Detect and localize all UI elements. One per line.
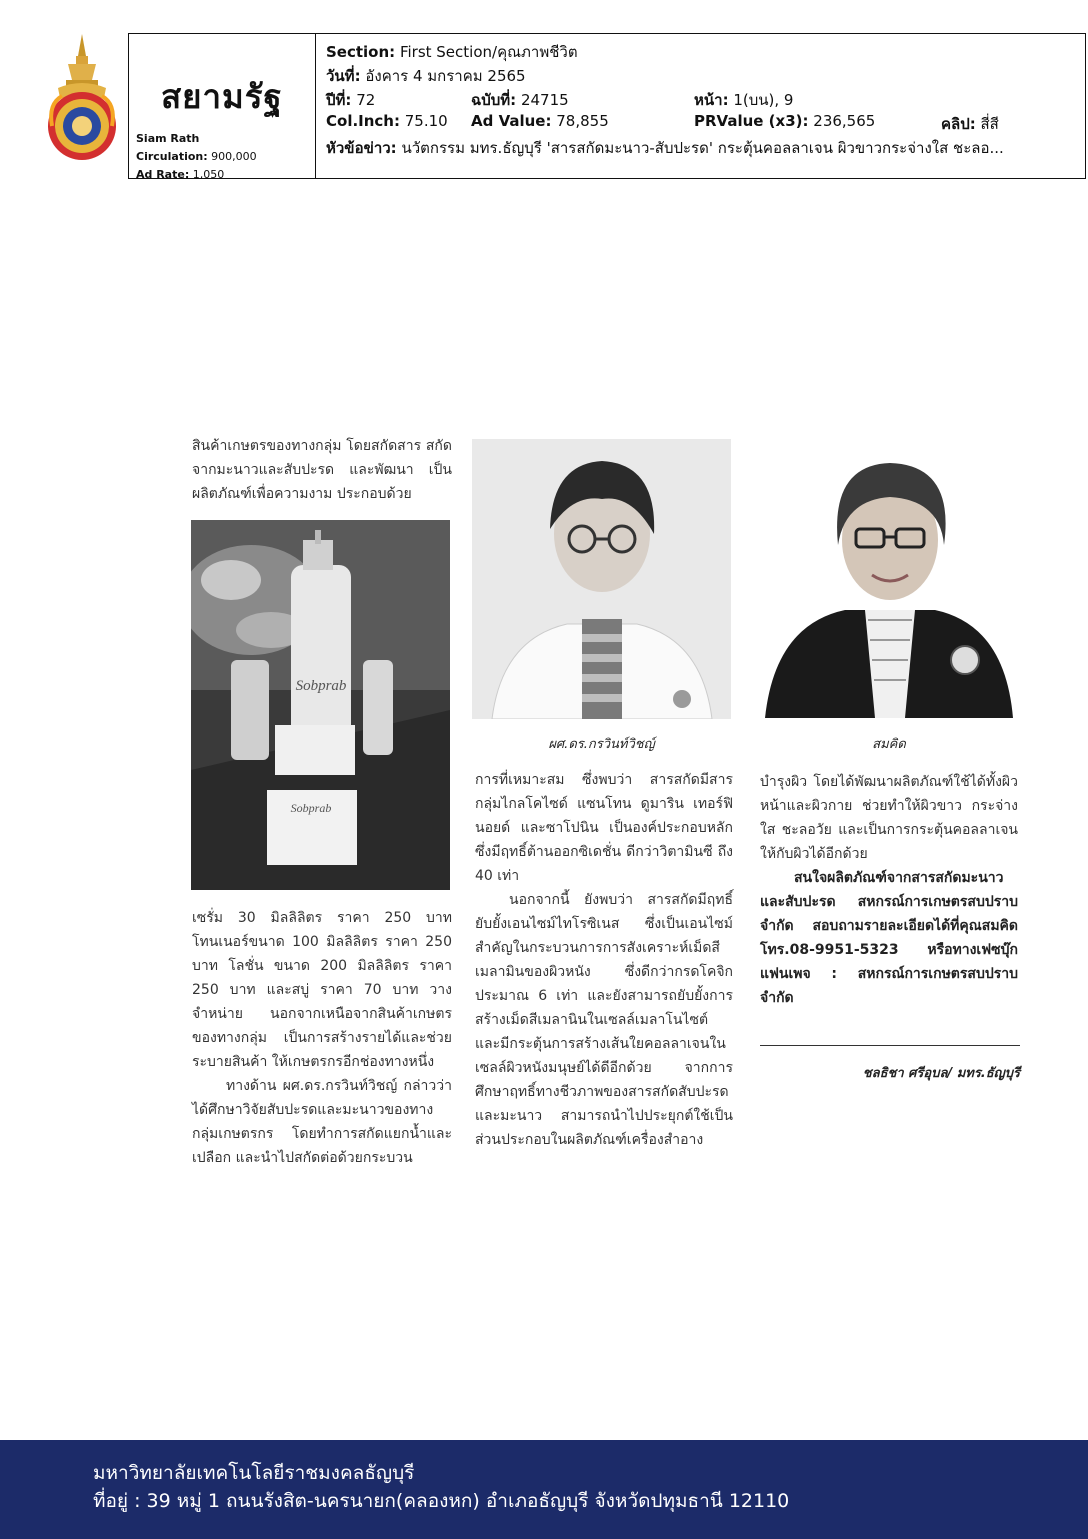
headline: นวัตกรรม มทร.ธัญบุรี 'สารสกัดมะนาว-สับปะรด' กระตุ้นคอลลาเจน ผิวขาวกระจ่างใส ชะลอ... [401,139,1004,157]
date: อังคาร 4 มกราคม 2565 [365,67,526,85]
section: First Section/คุณภาพชีวิต [399,43,578,61]
box-brand-label: Sobprab [290,801,332,815]
contact-info: สนใจผลิตภัณฑ์จากสารสกัดมะนาวและสับปะรด สหกรณ์การเกษตรสบปราบ จำกัด สอบถามรายละเอียดได้ที่คุณสมคิด โทร.08-9951-5323 หรือทางเฟซบุ๊กแฟนเพจ : สหกรณ์การเกษตรสบปราบ จำกัด [760,870,1018,1006]
circulation: 900,000 [211,150,257,163]
article-col1-top: สินค้าเกษตรของทางกลุ่ม โดยสกัดสาร สกัดจากมะนาวและสับปะรด และพัฒนา เป็นผลิตภัณฑ์เพื่อความงาม ประกอบด้วย [192,438,452,502]
article-col1-body: เซรั่ม 30 มิลลิลิตร ราคา 250 บาท โทนเนอร์ขนาด 100 มิลลิลิตร ราคา 250 บาท โลชั่น ขนาด 200 มิลลิลิตร ราคา 250 บาท และสบู่ ราคา 70 บาท วางจำหน่าย นอกจากเหนือจากสินค้าเกษตรของทางกลุ่ม เป็นการสร้างรายได้และช่วยระบายสินค้า ให้เกษตรกรอีกช่องทางหนึ่ง ทางด้าน ผศ.ดร.กรวินท์วิชญ์ กล่าวว่า ได้ศึกษาวิจัยสับปะรดและมะนาวของทางกลุ่มเกษตรกร โดยทำการสกัดแยกน้ำและเปลือก และนำไปสกัดต่อด้วยกระบวน [192,910,452,1166]
divider [760,1045,1020,1046]
ad-rate: 1,050 [192,168,225,181]
researcher-photo [472,439,731,719]
publication-en: Siam Rath [136,132,200,145]
clipping-header [128,33,1086,179]
pr-value: 236,565 [813,112,876,130]
university-emblem-icon [38,34,126,162]
footer-address: ที่อยู่ : 39 หมู่ 1 ถนนรังสิต-นครนายก(คลองหก) อำเภอธัญบุรี จังหวัดปทุมธานี 12110 [93,1490,790,1512]
publication-name: สยามรัฐ [161,77,283,116]
byline: ชลธิชา ศรีอุบล/ มทร.ธัญบุรี [862,1066,1020,1081]
bottle-brand-label: Sobprab [295,678,347,694]
issue: 24715 [520,91,569,109]
researcher-caption: ผศ.ดร.กรวินท์วิชญ์ [548,737,655,752]
publication-meta: Siam Rath Circulation: 900,000 Ad Rate: 1,050 [136,132,257,181]
page-number: 1(บน), 9 [733,91,794,109]
year: 72 [356,91,376,109]
farmer-caption: สมคิด [872,737,906,752]
article-col3-body: บำรุงผิว โดยได้พัฒนาผลิตภัณฑ์ใช้ได้ทั้งผิวหน้าและผิวกาย ช่วยทำให้ผิวขาว กระจ่างใส ชะลอวัย และเป็นการกระตุ้นคอลลาเจนให้กับผิวได้อีกด้วย สนใจผลิตภัณฑ์จากสารสกัดมะนาวและสับปะรด สหกรณ์การเกษตรสบปราบ จำกัด สอบถามรายละเอียดได้ที่คุณสมคิด โทร.08-9951-5323 หรือทางเฟซบุ๊กแฟนเพจ : สหกรณ์การเกษตรสบปราบ จำกัด [760,770,1018,1010]
article-col2-body: การที่เหมาะสม ซึ่งพบว่า สารสกัดมีสารกลุ่มไกลโคไซด์ แซนโทน ดูมาริน เทอร์ฟินอยด์ และซาโปนิน เป็นองค์ประกอบหลัก ซึ่งมีฤทธิ์ต้านออกซิเดชั่น ดีกว่าวิตามินซี ถึง 40 เท่า นอกจากนี้ ยังพบว่า สารสกัดมีฤทธิ์ยับยั้งเอนไซม์ไทโรซิเนส ซึ่งเป็นเอนไซม์สำคัญในกระบวนการการสังเคราะห์เม็ดสีเมลามินของผิวหนัง ซึ่งดีกว่ากรดโคจิก ประมาณ 6 เท่า และยังสามารถยับยั้งการสร้างเม็ดสีเมลานินในเซลล์เมลาโนไซต์ และมีกระตุ้นการสร้างเส้นใยคอลลาเจนในเซลล์ผิวหนังมนุษย์ได้ดีอีกด้วย จากการศึกษาฤทธิ์ทางชีวภาพของสารสกัดสับปะรด และมะนาว สามารถนำไปประยุกต์ใช้เป็นส่วนประกอบในผลิตภัณฑ์เครื่องสำอาง [475,772,733,1148]
ad-value: 78,855 [556,112,609,130]
footer-bar [0,1440,1088,1539]
product-photo [191,520,450,890]
publication-panel [129,34,316,181]
footer-university: มหาวิทยาลัยเทคโนโลยีราชมงคลธัญบุรี [93,1462,415,1484]
clip-type: สี่สี [980,115,999,133]
clipping-info: Section: First Section/คุณภาพชีวิต วันที่: อังคาร 4 มกราคม 2565 ปีที่: 72 ฉบับที่: 24715 หน้า: 1(บน), 9 Col.Inch: 75.10 Ad Value: 78,855 PRValue (x3): 236,565 คลิป: สี่สี หัวข้อข่าว: นวัตกรรม มทร.ธัญบุรี 'สารสกัดมะนาว-สับปะรด' กระตุ้นคอลลาเจน ผิวขาวกระจ่างใส ชะลอ... [326,43,1004,157]
farmer-photo [760,445,1018,718]
col-inch: 75.10 [404,112,448,130]
